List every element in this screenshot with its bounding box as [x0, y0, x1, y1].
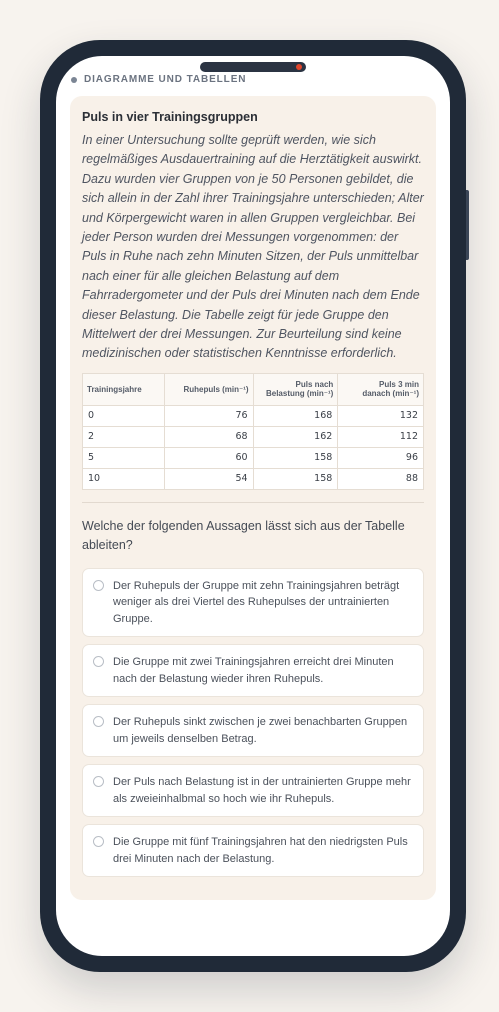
- answer-option-label: Der Ruhepuls sinkt zwischen je zwei benachbarten Gruppen um jeweils denselben Betrag.: [113, 716, 408, 745]
- phone-notch: [200, 62, 306, 72]
- section-header: [71, 74, 246, 85]
- table-header-row: [83, 373, 424, 405]
- answer-option[interactable]: [82, 568, 424, 638]
- table-cell: 88: [338, 468, 424, 489]
- table-cell: 168: [253, 405, 338, 426]
- table-row: [83, 468, 424, 489]
- bullet-dot-icon: [71, 77, 77, 83]
- table-cell: 68: [164, 426, 253, 447]
- radio-button[interactable]: [93, 716, 104, 727]
- table-row: [83, 426, 424, 447]
- answer-option-label: Der Puls nach Belastung ist in der untrainierten Gruppe mehr als zweieinhalbmal so hoch wie ihr Ruhepuls.: [113, 776, 411, 805]
- table-row: [83, 447, 424, 468]
- data-table: [82, 373, 424, 490]
- table-cell: 0: [83, 405, 165, 426]
- answer-option[interactable]: [82, 704, 424, 757]
- radio-button[interactable]: [93, 656, 104, 667]
- table-cell: 132: [338, 405, 424, 426]
- answer-option-label: Die Gruppe mit zwei Trainingsjahren erreicht drei Minuten nach der Belastung wieder ihren Ruhepuls.: [113, 656, 394, 685]
- phone-side-button: [466, 190, 469, 260]
- table-header-cell: Puls nach Belastung (min⁻¹): [253, 373, 338, 405]
- table-cell: 5: [83, 447, 165, 468]
- table-cell: 162: [253, 426, 338, 447]
- section-title: DIAGRAMME UND TABELLEN: [84, 74, 247, 85]
- table-cell: 76: [164, 405, 253, 426]
- phone-frame: [40, 40, 466, 972]
- table-header-cell: Puls 3 min danach (min⁻¹): [338, 373, 424, 405]
- camera-icon: [296, 64, 302, 70]
- phone-screen: [56, 56, 450, 956]
- question-card: [70, 96, 436, 900]
- intro-text: In einer Untersuchung sollte geprüft werden, wie sich regelmäßiges Ausdauertraining auf die Herztätigkeit auswirkt. Dazu wurden vier Gruppen von je 50 Personen gebildet, die sich allein in der Zahl ihrer Trainingsjahre unterschieden; Alter und Körpergewicht waren in allen Gruppen vergleichbar. Bei jeder Person wurden drei Messungen vorgenommen: der Puls in Ruhe nach zehn Minuten Sitzen, der Puls unmittelbar nach einer für alle gleichen Belastung auf dem Fahrradergometer und der Puls drei Minuten nach dem Ende dieser Belastung. Die Tabelle zeigt für jede Gruppe den Mittelwert der drei Messungen. Zur Beurteilung sind keine medizinischen oder statistischen Kenntnisse erforderlich.: [82, 133, 424, 361]
- table-cell: 158: [253, 468, 338, 489]
- table-header-cell: Trainingsjahre: [83, 373, 165, 405]
- table-row: [83, 405, 424, 426]
- table-header-cell: Ruhepuls (min⁻¹): [164, 373, 253, 405]
- answer-option[interactable]: [82, 644, 424, 697]
- question-text: Welche der folgenden Aussagen lässt sich aus der Tabelle ableiten?: [82, 518, 405, 552]
- table-cell: 112: [338, 426, 424, 447]
- table-cell: 54: [164, 468, 253, 489]
- answer-option[interactable]: [82, 824, 424, 877]
- table-cell: 10: [83, 468, 165, 489]
- radio-button[interactable]: [93, 580, 104, 591]
- table-cell: 60: [164, 447, 253, 468]
- answer-options: [82, 568, 424, 878]
- table-cell: 96: [338, 447, 424, 468]
- answer-option-label: Der Ruhepuls der Gruppe mit zehn Trainingsjahren beträgt weniger als drei Viertel des Ruhepulses der untrainierten Gruppe.: [113, 579, 400, 625]
- radio-button[interactable]: [93, 836, 104, 847]
- divider: [82, 502, 424, 503]
- card-title: Puls in vier Trainingsgruppen: [82, 110, 258, 124]
- table-cell: 158: [253, 447, 338, 468]
- radio-button[interactable]: [93, 776, 104, 787]
- answer-option[interactable]: [82, 764, 424, 817]
- table-cell: 2: [83, 426, 165, 447]
- answer-option-label: Die Gruppe mit fünf Trainingsjahren hat den niedrigsten Puls drei Minuten nach der Belastung.: [113, 836, 408, 865]
